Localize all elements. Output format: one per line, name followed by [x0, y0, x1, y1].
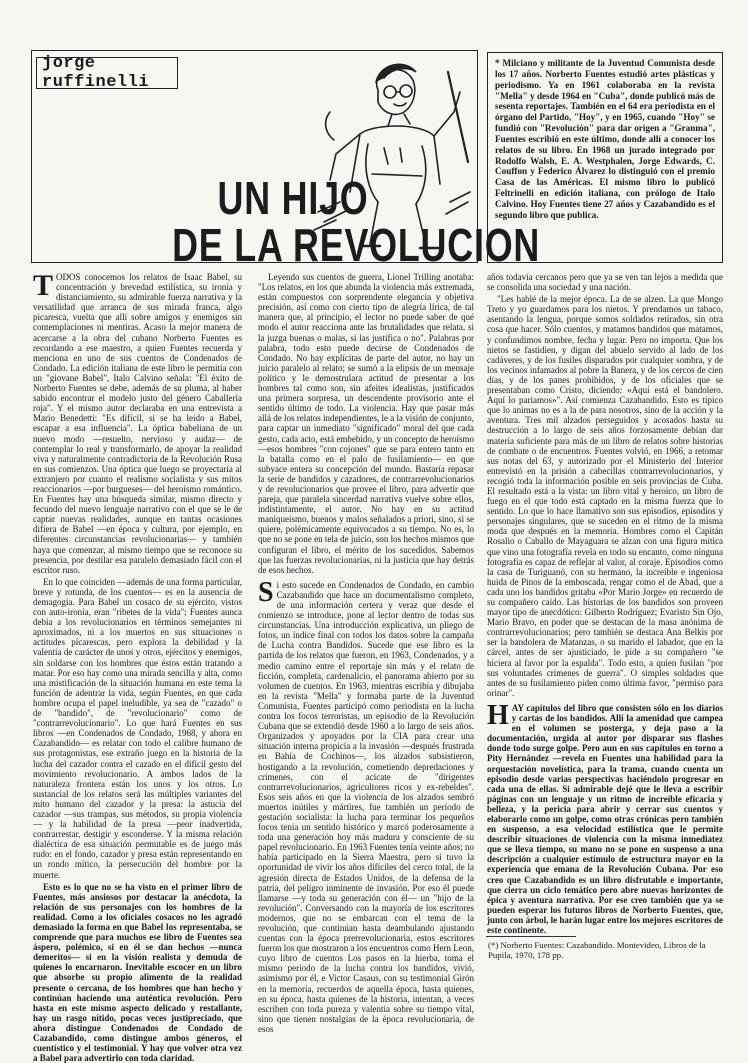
paragraph: AY capítulos del libro que consisten sólo en los diarios y cartas de los bandidos. Allí la amenidad que campea en el volumen se posterga, y deja paso a la documentación, urgida al autor por disparar sus flashes donde todo surge golpe. Pero aun en sus capítulos en torno a Pity Hernández —revela en Fuentes una habilidad para la orquestación novelística, para la trama, cuando cuenta un episodio desde varias perspectivas haciéndolo progresar en cada una de ellas. Si admirable dejé que le lleva a escribir páginas con un lenguaje y un ritmo de increíble eficacia y belleza, y la pericia para abrir y cerrar sus cuentos y elaborarlo como un golpe, como otras crónicas pero también en suspenso, a esa velocidad estilística que le permite describir situaciones de violencia con la misma inmediatez que se lleva tiempo, su mano no se pone en suspenso a una descripción a cualquier estímulo de estructura mayor en la experiencia que emana de la Revolución Cubana. Por eso creo que Cazabandido es un libro disfrutable e importante, que cierra un ciclo temático pero abre nuevas horizontes de épica y aventura narrativa. Por ese creo también que ya se pueden esperar los futuros libros de Norberto Fuentes, que, junto con árbol, le harán lugar entre los mejores escritores de este continente.	[487, 702, 723, 935]
paragraph: Leyendo sus cuentos de guerra, Lionel Trilling anotaba: "Los relatos, en los que abunda la violencia más extremada, están compuestos con sorprendente elegancia y objetiva precisión, así como con cierto tipo de alegría lírica, de tal manera que, al principio, el lector no puede saber de qué modo el autor reacciona ante las brutalidades que relata, si la juzga buenas o malas, si las justifica o no". Palabras por palabra, todo esto puede decirse de Condenados de Condado. No hay explícitas de parte del autor, no hay un juicio paralelo al relato; se sumó a la elipsis de un mensaje político y le demostrulara actitud de presentar a los hombres tal como son, sin afeites idealistas, justificados una primera sorpresa, un descendente provisorio ante el sentido último de todo. La violencia. Hay que pasar más allá de los relatos independientes, le a la visión de conjunto, para captar un inmediato "significado" moral del que cada gesto, cada acto, está embebido, y un concepto de heroísmo —esos hombres "con cojones" que se para entero tanto en la batalla como en el palo de fusilamiento— en que subyace entera su concepción del mundo. Bastaría repasar la serie de bandidos y cazadores, de contrarrevolucionarios y de revolucionarios que provee el libro, para advertir que pareja, que paralela sincerdad narrativa vuelve sobre ellos, indistintamente, el autor. No hay en su actitud maniqueísmo, buenos y malos señalados a priori, sino, si se quiere, polémicamente equivocados a su tiempo. No es, lo que no se pone en tela de juicio, son los hechos mismos que configuran el libro, el mérito de los sucedidos. Sabemos que las fuerzas revolucionarias, ni la justicia que hay detrás de esos hechos.	[258, 272, 474, 575]
footnote-rule	[486, 936, 576, 937]
drop-cap: H	[487, 699, 509, 731]
paragraph: Esto es lo que no se ha visto en el primer libro de Fuentes, más ansiosos por destacar la anécdota, la relación de sus personajes con los hombres de la realidad. Como a los oficiales cosacos no les agradó demasiado la forma en que Babel los representaba, se comprende que para muchos ese libro de Fuentes sea áspero, polémico, si en él se dan hechos —nunca demeritos— si en la visión realista y demuda de quienes lo encarnaron. Inevitable escocer en un libro que absorbe su propio alimento de la realidad presente o cercana, de los hombres que han hecho y continúan haciendo una auténtica revolución. Pero hasta en este mismo aspecto delicado y restallante, hay un rasgo nítido, pocas veces justipreciado, que ahora distingue Condenados de Condado de Cazabandido, como distingue ambos géneros, el cuentístico y el testimonial. Y hay que volver otra vez a Babel para advertirlo con toda claridad.	[33, 881, 242, 1063]
column-1	[33, 269, 242, 1063]
footnote: (*) Norberto Fuentes: Cazabandido. Montevideo, Libros de la Pupila, 1970, 178 pp.	[488, 940, 706, 960]
author-byline: jorge ruffinelli	[36, 57, 178, 89]
drop-cap: S	[258, 576, 274, 608]
column-3	[487, 272, 723, 935]
author-bio-box: * Milciano y militante de la Juventud Comunista desde los 17 años. Norberto Fuentes estudió artes plásticas y periodismo. Ya en 1961 colaboraba en la revista "Mella" y desde 1964 en "Cuba", donde publicó más de sesenta reportajes. También en el 64 era periodista en el órgano del Partido, "Hoy", y en 1965, cuando "Hoy" se fundió con "Revolución" para dar origen a "Granma", Fuentes escribió en este último, donde allí a conocer los relatos de su libro. En 1968 un jurado integrado por Rodolfo Walsh, E. A. Westphalen, Jorge Edwards, C. Couffon y Federico Álvarez lo distinguió con el premio Casa de las Américas. El mismo libro lo publicó Feltrinelli en edición italiana, con prólogo de Italo Calvino. Hoy Fuentes tiene 27 años y Cazabandido es el segundo libro que publica.	[487, 52, 723, 263]
headline	[172, 172, 541, 271]
headline-line-2: DE LA REVOLUCION	[172, 219, 541, 271]
paragraph: "Les hablé de la mejor época. La de se alzen. La que Mongo Treto y yo guardamos para los nietos. Y prendamos un tabaco, asentando la lengua, porque somos soldados retirados, sin otra cosa que hacer. Sólo cuentos, y matamos bandidos que matamos, y confundimos nombre, fecha y lugar. Pero no importa. Que los nietos se fastidien, y digan del abuelo servido al lado de los cadáveres, y de los fusiles disparados por cualquier sombra, y de los vecinos infamados al pobre la Banera, y de los cercos de cien días, y de los panes prohibidos, y de los oficiales que se presentaban como Cristo, diciendo: «Aquí está el bandolero. Aquí lo pariamos»". Así comienza Cazabandido. Esto es típico que lo animas no es a la de para nosotros, sino de la acción y la aventura. Tres mil alzados perseguidos y acosados hasta su destrucción a lo largo de seis años forzosamente debían dar materia suficiente para más de un libro de relatos sobre historias de combate o de encuentros. Fuentes volvió, en 1966, a retomar sus notas del 63, y autorizado por el Ministerio del Interior entrevistó en la prisión a cabecillas contrarrevolucionarios, y recogió toda la información posible en seis provincias de Cuba. El resultado está a la vista: un libro vital y heroico, un libro de fuego en el que todo está captado en la misma fuerza que lo sentido. Lo que lo hace llamativo son sus episodios, episodios y personajes singulares, que se suceden en el ritmo de la misma moda que después en la memoria. Hombres como el Capitán Rosalio o Caballo de Mayaguara se alzan con una figura mítica que vino una fotografía revela en todo su encanto, como ninguna fotografía es capaz de reflejar al valor, al coraje. Episodios como la casa de Turiguanó, con su hermano, la increíble e ingeniosa huida de Pinos de la emboscada, rengar como el de Abad, que a cada uno los bandidos gritaba «Por Mario Jorge» en recuerdo de su compañero caído. Las historias de los bandidos son proveen mayor tipo de anecdótico: Gilberto Rodríguez; Evaristo Sin Ojo, Mario Bravo, en poder que se destacan de la masa anónima de contrarrevolucionarios; pero también se destaca Ana Belkis por ser la bandolera de Matanzas, o su marido el labador, que en la cárcel, antes de ser ajusticiado, le pide a su compañero "se hiciera al favor por la espalda". Todo esto, a quien fusilan "por sus voluntades crímenes de guerra". O simples soldados que antes de su fusilamiento piden como última favor, "permiso para orinar".	[487, 294, 723, 698]
headline-line-1: UN HIJO	[217, 172, 369, 224]
paragraph: ODOS conocemos los relatos de Isaac Babel, su concentración y brevedad estilística, su ironía y distanciamiento, su admirable fuerza narrativa y la versatilidad que arranca de sus mirada franca, algo picaresca, vuelta que allí sobre amigos y enemigos sin contemplaciones ni mentiras. Acaso la mejor manera de acercarse a la obra del cubano Norberto Fuentes es recordando a ese maestro, a quien Fuentes recuerda y menciona en uno de sus cuentos de Condenados de Condado. La edición italiana de este libro le permitía con un "giovane Babel", Italo Calvino señala: "El éxito de Norberto Fuentes se debe, además de su pluma, al haber sabido encontrar el modelo justo del género Caballería roja". Y el mismo autor declaraba en una entrevista a Mario Benedetti: "Es difícil, si se ha leído a Babel, escapar a esa influencia". La óptica babeliana de un nuevo modo —resuelto, nervioso y audaz— de contemplar lo real y transformarlo, de apoyar la realidad viva y naturalmente contradictoria de la Revolución Rusa en sus comienzos. Una óptica que luego se proyectaría al extranjero por cuanto el realismo socialista y sus mitos reaccionarios —por burgueses— del heroísmo romántico. En Fuentes hay una búsqueda similar, mismo directo y fecundo del nuevo lenguaje narrativo con el que se le de captar nuevas realidades, aunque en tantas ocasiones difiera de Babel —en época y cultura, por ejemplo, en diferentes circunstancias revolucionarias— y también haya que comenzar, al mismo tiempo que se reconoce su presencia, por destilar esa paralelo demasiado fácil con el escritor ruso.	[33, 272, 242, 575]
drop-cap: T	[33, 269, 54, 302]
column-2	[258, 272, 474, 1034]
paragraph: años todavía cercanos pero que ya se ven tan lejos a medida que se consolida una sociedad y una nación.	[487, 272, 723, 293]
paragraph: i esto sucede en Condenados de Condado, en cambio Cazabandido que hace un documentalismo completo, de una información certera y veraz que desde el comienzo se introduce, pone al lector dentro de todas sus circunstancias. Una introducción explicativa, un pliego de fotos, un índice final con todos los datos sobre la campaña de Lucha contra Bandidos. Sucede que ese libro es la partida de los relatos que fueron, en 1963, Condenados, y a medio camino entre el reportaje sin más y el relato de ficción, completa, cardenalicio, el panorama abierto por su volumen de cuentos. En 1963, mientras escribía y dibujaba en la revista "Mella" y formaba parte de la Juventud Comunista, Fuentes participó como periodista en la lucha contra los focos terroristas, un episodio de la Revolución Cubana que se extendió desde 1960 a lo largo de seis años. Organizados y apoyados por la CIA para crear una situación interna propicia a la invasión —después frustrada en Bahía de Cochinos—, los alzados subsistieron, hostigando a la revolución, cometiendo depredaciones y crímenes, con el acicate de "dirigentes contrarrevolucionarios, agricultores ricos y ex-rebeldes". Esos seis años en que la violencia de los alzados sembró muertos inútiles y mártires, fue también un período de gestación socialista: la lucha para terminar los pequeños focos tenía un sentido histórico y marcó poderosamente a toda una generación hoy más madura y consciente de su papel revolucionario. En 1963 Fuentes tenía veinte años; no había participado en la Sierra Maestra, pero sí tuvo la oportunidad de vivir los años difíciles del cerco total, de la agresión directa de Estados Unidos, de la defensa de la patria, del peligro inminente de invasión. Por eso él puede llamarse —y toda su generación con él— un "hijo de la revolución". Conversando con la mayoría de los escritores modernos, que no se embarcan con el tema de la revolución, que continúan hasta deambulando ajustando cuentas con la época prerrevolucionaria, estos escritores fueron los que mostraron a los encuentros como Hern Leon, cuyo libro de cuentos Los pasos en la hierba, toma el mismo período de la lucha contra los bandidos, vivió, asimismo por él, e Victor Casaus, con su testimonial Girón en la memoria, recuerdos de aquella época, hasta quienes, en su época, hasta quienes de la historia, intentan, a veces escriben con toda pureza y valentía sobre su tiempo vital, sino que tienen nostalgias de la época revolucionaria, de esos	[258, 579, 474, 1034]
paragraph: En lo que coinciden —además de una forma particular, breve y rotunda, de los cuentos— es en la ausencia de demagogia. Para Babel un cosaco de su ejército, vistos con auto-ironía, eran "ribetes de la vida"; Fuentes aunca debía a los revolucionarios en términos semejantes ni aproximados, ni a los muertos en sus situaciones o actitudes pícarescas, pero explora la debilidad y la valentía de carácter de unos y otros, ejércitos y enemigos, sin soldarse con los hombres que éstos están tratando a matar. Por eso hay como una mirada sencilla y alta, como una mistificación de la situación humana en este tema la función de adentrar la vida, según Fuentes, en que cada hombre ocupa el papel ineludible, ya sea de "cazado" o de "bandido", de "revolucionario" como de "contrarrevolucionario". Lo que hará Fuentes en sus libros —en Condenados de Condado, 1968, y ahora en Cazabandido— es relatar con todo el calibre humano de sus protagonistas, ese extraño juego en la historia de la lucha del cazador contra el cazado en el difícil gesto del movimiento revolucionario. A ambos lados de la naturaleza frontera están los unos y los otros. Lo sustancial de los relatos será las múltiples variantes del mito humano del cazador y la presa: la astucia del cazador —sus trampas, sus métodos, su propia violencia— y la habilidad de la presa —peor inadvertida, contrarrestar, destigir y esconderse. Y la misma relación dialéctica de esa situación permutable es de juego más rudo: en el fondo, cazador y presa están representando en un rondo mítico, la persecución del hombre por la muerte.	[33, 576, 242, 880]
